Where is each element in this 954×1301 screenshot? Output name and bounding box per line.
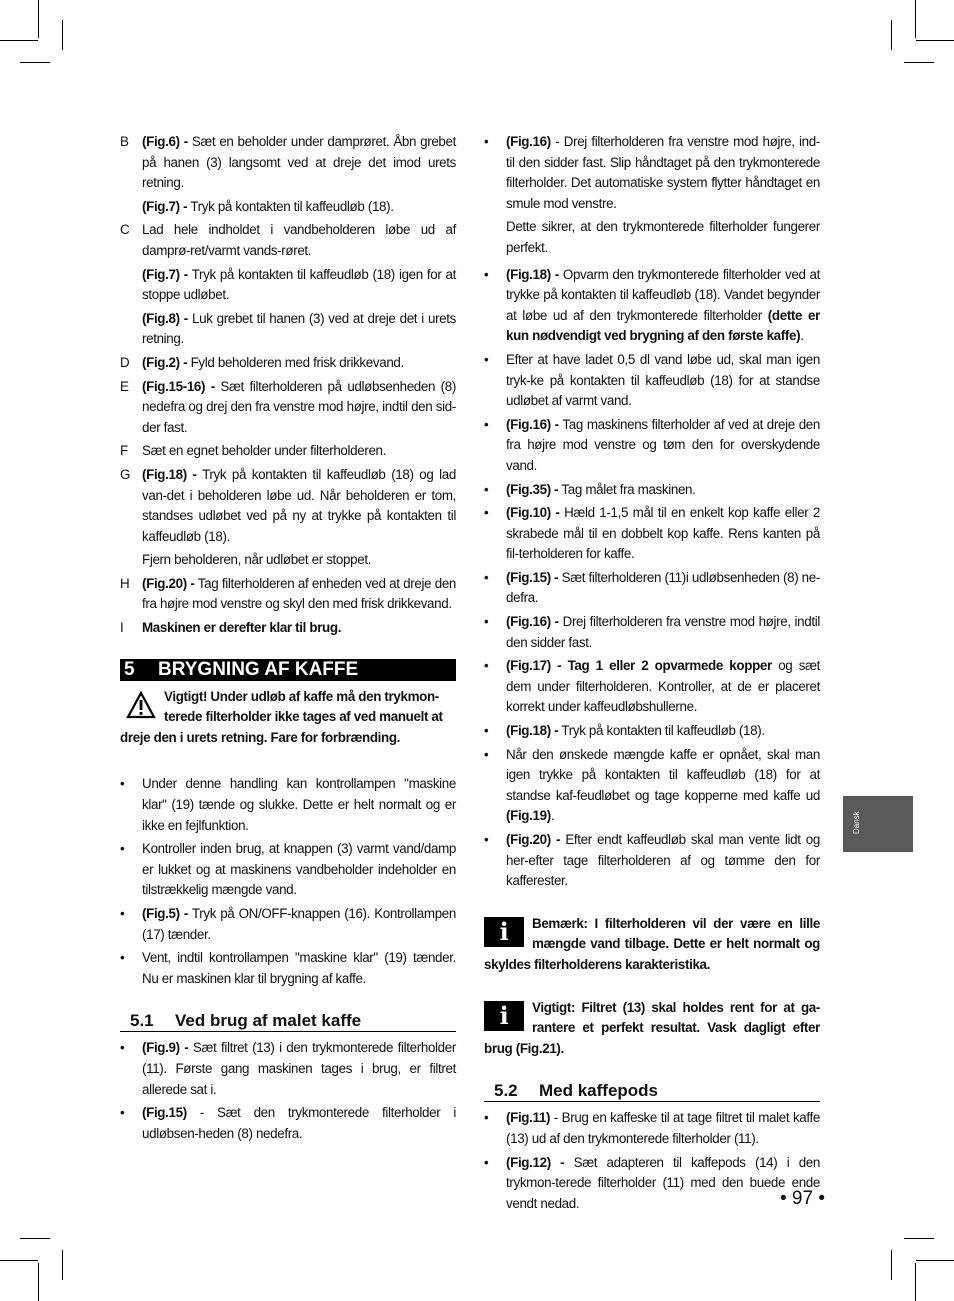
list-item: • (Fig.17) - Tag 1 eller 2 opvarmede kopper og sæt dem under filterholderen. Kontroller, at de er placeret korrekt under kaffeudløbshullerne.	[484, 658, 820, 715]
list-item: • (Fig.16) - Drej filterholderen fra venstre mod højre, indtil den sidder fast.	[484, 614, 820, 650]
list-item: • (Fig.12) - Sæt adapteren til kaffepods (14) i den trykmon-terede filterholder (11) med den buede ende vendt nedad.	[484, 1154, 821, 1211]
list-item: • Under denne handling kan kontrollampen "maskine klar" (19) tænde og slukke. Dette er helt normalt og er ikke en fejlfunktion.	[120, 776, 456, 833]
crop-mark	[915, 1263, 916, 1301]
right-column	[484, 132, 820, 1217]
crop-mark	[62, 1250, 63, 1280]
list-item: • (Fig.11) - Brug en kaffeske til at tage filtret til malet kaffe (13) ud af den trykmonterede filterholder (11).	[484, 1110, 820, 1146]
list-item: • (Fig.15) - Sæt filterholderen (11)i udløbsenheden (8) ne-defra.	[484, 569, 820, 606]
crop-mark	[20, 1238, 50, 1239]
crop-mark	[916, 1260, 954, 1261]
list-item: • Når den ønskede mængde kaffe er opnået, skal man igen trykke på kontakten til kaffeudløb (18) for at standse kaf-feudløbet og tage kopperne med kaffe ud (Fig.19).	[484, 746, 820, 824]
step-c: C Lad hele indholdet i vandbeholderen løbe ud af damprø-ret/varmt vands-røret.	[120, 222, 456, 258]
step-i: I Maskinen er derefter klar til brug.	[120, 620, 342, 636]
section-5-2-heading: 5.2 Med kaffepods	[484, 1081, 820, 1102]
crop-mark	[891, 20, 892, 50]
info-icon: i	[484, 1001, 524, 1031]
step-f: F Sæt en egnet beholder under filterholderen.	[120, 443, 387, 459]
list-item: • Vent, indtil kontrollampen "maskine klar" (19) tænder. Nu er maskinen klar til brygning af kaffe.	[120, 950, 456, 986]
warning-text: Vigtigt! Under udløb af kaffe må den trykmon-terede filterholder ikke tages af ved manuelt at dreje den i urets retning. Fare for forbrænding.	[120, 688, 443, 745]
step-d: D (Fig.2) - Fyld beholderen med frisk drikkevand.	[120, 354, 404, 370]
language-label: Dansk	[852, 811, 861, 834]
step-b-sub: (Fig.7) - Tryk på kontakten til kaffeudløb (18).	[142, 198, 394, 214]
note-box: i Bemærk: I filterholderen vil der være en lille mængde vand tilbage. Dette er helt normalt og skyldes filterholderens karakteristika.	[484, 915, 820, 972]
crop-mark	[20, 62, 50, 63]
crop-mark	[915, 0, 916, 38]
info-icon: i	[484, 917, 524, 947]
section-5-heading: 5 BRYGNING AF KAFFE	[120, 659, 456, 681]
important-box: i Vigtigt: Filtret (13) skal holdes rent for at ga-rantere et perfekt resultat. Vask dagligt efter brug (Fig.21).	[484, 999, 820, 1056]
list-item: • (Fig.20) - Efter endt kaffeudløb skal man vente lidt og her-efter tage filterholderen af og tømme den for kafferester.	[484, 832, 820, 889]
list-item: • (Fig.15) - Sæt den trykmonterede filterholder i udløbsen-heden (8) nedefra.	[120, 1105, 456, 1141]
crop-mark	[0, 1260, 38, 1261]
warning-triangle-icon	[126, 691, 156, 719]
crop-mark	[904, 1238, 934, 1239]
warning-box	[120, 687, 456, 749]
list-item: • (Fig.10) - Hæld 1-1,5 mål til en enkelt kop kaffe eller 2 skrabede mål til en dobbelt kop kaffe. Rens kanten på fil-terholderen for kaffe.	[484, 505, 820, 562]
section-5-1-heading: 5.1 Ved brug af malet kaffe	[120, 1011, 456, 1032]
language-tab	[843, 796, 913, 852]
crop-mark	[0, 40, 38, 41]
page-number: • 97 •	[780, 1188, 825, 1209]
step-c-sub1: (Fig.7) - Tryk på kontakten til kaffeudløb (18) igen for at stoppe udløbet.	[142, 266, 456, 303]
step-b: B (Fig.6) - Sæt en beholder under damprøret. Åbn grebet på hanen (3) langsomt ved at dreje det imod urets retning.	[120, 134, 456, 191]
crop-mark	[904, 62, 934, 63]
crop-mark	[916, 40, 954, 41]
crop-mark	[38, 0, 39, 38]
crop-mark	[62, 20, 63, 50]
list-item: • (Fig.5) - Tryk på ON/OFF-knappen (16). Kontrollampen (17) tænder.	[120, 906, 456, 942]
step-e: E (Fig.15-16) - Sæt filterholderen på udløbsenheden (8) nedefra og drej den fra venstre mod højre, indtil den sid-der fast.	[120, 378, 456, 435]
step-c-sub2: (Fig.8) - Luk grebet til hanen (3) ved at dreje det i urets retning.	[142, 310, 456, 347]
list-item: • Efter at have ladet 0,5 dl vand løbe ud, skal man igen tryk-ke på kontakten til kaffeudløb (18) for at standse udløbet af varmt vand.	[484, 351, 820, 409]
list-item: • (Fig.16) - Tag maskinens filterholder af ved at dreje den fra højre mod venstre og tøm den for overskydende vand.	[484, 416, 820, 473]
list-item: • (Fig.16) - Drej filterholderen fra venstre mod højre, ind-til den sidder fast. Slip håndtaget på den trykmonterede filterholder. Det automatiske system flytter håndtaget en smule mod venstre. Dette sikrer, at den trykmonterede filterholder fungerer perfekt.	[484, 134, 820, 255]
list-item: • Kontroller inden brug, at knappen (3) varmt vand/damp er lukket og at maskinens vandbeholder indeholder en tilstrækkelig mængde vand.	[120, 841, 456, 898]
list-item: • (Fig.9) - Sæt filtret (13) i den trykmonterede filterholder (11). Første gang maskinen tages i brug, er filtret allerede sat i.	[120, 1040, 456, 1097]
list-item: • (Fig.18) - Tryk på kontakten til kaffeudløb (18).	[484, 723, 765, 739]
step-g: G (Fig.18) - Tryk på kontakten til kaffeudløb (18) og lad van-det i beholderen løbe ud. Når beholderen er tom, standses udløbet ved på ny at trykke på kontakten til kaffeudløb (18).	[120, 466, 457, 544]
crop-mark	[38, 1263, 39, 1301]
left-column	[120, 132, 456, 1147]
crop-mark	[891, 1250, 892, 1280]
list-item: • (Fig.35) - Tag målet fra maskinen.	[484, 481, 696, 497]
step-g-sub: Fjern beholderen, når udløbet er stoppet.	[142, 552, 372, 568]
list-item: • (Fig.18) - Opvarm den trykmonterede filterholder ved at trykke på kontakten til kaffeudløb (18). Vandet begynder at løbe ud af den trykmonterede filterholder (dette er kun nødvendigt ved brygning af den første kaffe).	[484, 266, 820, 344]
step-h: H (Fig.20) - Tag filterholderen af enheden ved at dreje den fra højre mod venstre og skyl den med frisk drikkevand.	[120, 575, 457, 612]
